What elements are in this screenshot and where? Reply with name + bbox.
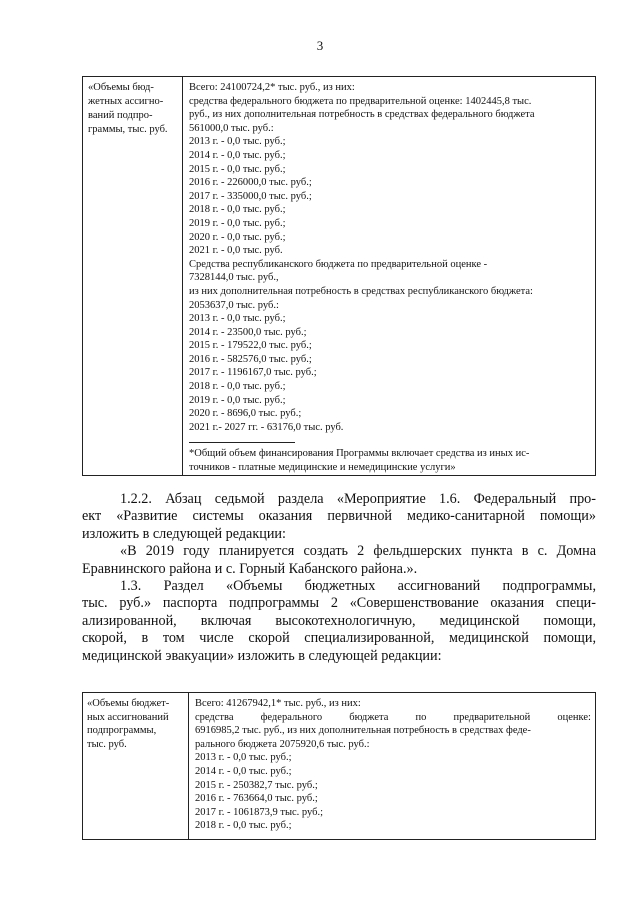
budget-line: 2016 г. - 582576,0 тыс. руб.; <box>189 353 312 365</box>
budget-line: 2015 г. - 0,0 тыс. руб.; <box>189 163 286 175</box>
text-line: 1.2.2. Абзац седьмой раздела «Мероприятие 1.6. Федеральный про- <box>120 491 596 507</box>
budget-line: 2021 г.- 2027 гг. - 63176,0 тыс. руб. <box>189 421 344 433</box>
paragraph-quote <box>82 543 596 578</box>
budget-table-subprogram-2 <box>82 692 596 840</box>
budget-line: 2013 г. - 0,0 тыс. руб.; <box>195 752 292 764</box>
budget-line: 2018 г. - 0,0 тыс. руб.; <box>195 820 292 832</box>
footnote-line: *Общий объем финансирования Программы включает средства из иных ис- <box>189 448 530 460</box>
budget-line: средства федерального бюджета по предварительной оценке: 1402445,8 тыс. <box>189 95 532 107</box>
budget-line: 2016 г. - 763664,0 тыс. руб.; <box>195 793 318 805</box>
budget-line: Всего: 41267942,1* тыс. руб., из них: <box>195 698 361 709</box>
budget-line: Всего: 24100724,2* тыс. руб., из них: <box>189 82 355 93</box>
word: предварительной <box>453 711 531 723</box>
budget-line: 2016 г. - 226000,0 тыс. руб.; <box>189 177 312 189</box>
budget-line: 2015 г. - 250382,7 тыс. руб.; <box>195 779 318 791</box>
budget-line: 2020 г. - 0,0 тыс. руб.; <box>189 231 286 243</box>
paragraph-1-3 <box>82 578 596 665</box>
table-label-line: ных ассигнований <box>87 711 169 723</box>
amendment-text <box>82 491 596 665</box>
text-line: «В 2019 году планируется создать 2 фельдшерских пункта в с. Домна <box>120 543 596 560</box>
text-line: 1.3. Раздел «Объемы бюджетных ассигнований подпрограммы, <box>120 578 596 595</box>
footnote-line: точников - платные медицинские и немедицинские услуги» <box>189 462 456 474</box>
budget-line: 2015 г. - 179522,0 тыс. руб.; <box>189 340 312 352</box>
table-label-line: граммы, тыс. руб. <box>88 124 168 135</box>
table-value-cell <box>183 77 595 475</box>
budget-line: из них дополнительная потребность в средствах республиканского бюджета: <box>189 285 533 297</box>
text-line: скорой, в том числе скорой специализированной, медицинской помощи, <box>82 630 596 647</box>
budget-table-program <box>82 76 596 476</box>
table-label-line: тыс. руб. <box>87 738 127 750</box>
text-line: ализированной, включая высокотехнологичную, медицинской помощи, <box>82 612 596 629</box>
budget-line: 2014 г. - 0,0 тыс. руб.; <box>195 765 292 777</box>
budget-line: 561000,0 тыс. руб.: <box>189 122 274 134</box>
text-line: медицинской эвакуации» изложить в следующей редакции: <box>82 647 442 664</box>
budget-line: 2013 г. - 0,0 тыс. руб.; <box>189 136 286 148</box>
word: оценке: <box>557 711 591 723</box>
budget-line: 2019 г. - 0,0 тыс. руб.; <box>189 217 286 229</box>
budget-line: 7328144,0 тыс. руб., <box>189 272 279 284</box>
budget-line: 2020 г. - 8696,0 тыс. руб.; <box>189 408 302 420</box>
text-line: тыс. руб.» паспорта подпрограммы 2 «Совершенствование оказания специ- <box>82 595 596 612</box>
word: бюджета <box>349 711 389 723</box>
word: по <box>415 711 427 723</box>
budget-line: 6916985,2 тыс. руб., из них дополнительная потребность в средствах феде- <box>195 725 531 737</box>
table-label-cell <box>83 77 183 475</box>
text-line: ект «Развитие системы оказания первичной медико-санитарной помощи» <box>82 508 596 525</box>
table-label-line: жетных ассигно- <box>88 96 164 107</box>
budget-line: 2014 г. - 0,0 тыс. руб.; <box>189 149 286 161</box>
budget-line: 2018 г. - 0,0 тыс. руб.; <box>189 204 286 216</box>
budget-line: 2017 г. - 1196167,0 тыс. руб.; <box>189 367 317 379</box>
word: средства <box>195 711 234 723</box>
budget-line: руб., из них дополнительная потребность в средствах федерального бюджета <box>189 109 535 121</box>
budget-line: 2021 г. - 0,0 тыс. руб. <box>189 245 283 257</box>
word: федерального <box>260 711 323 723</box>
budget-line: 2013 г. - 0,0 тыс. руб.; <box>189 313 286 325</box>
table-label-line <box>87 697 185 711</box>
text-line: изложить в следующей редакции: <box>82 525 286 542</box>
budget-line: 2053637,0 тыс. руб.: <box>189 299 279 311</box>
table-value-cell <box>189 693 595 839</box>
table-label-cell <box>83 693 189 839</box>
table-label-line: «Объемы бюд- <box>88 82 154 93</box>
footnote-divider <box>189 442 295 443</box>
page-number: 3 <box>316 38 324 53</box>
budget-line: 2019 г. - 0,0 тыс. руб.; <box>189 394 286 406</box>
table-label-line: ваний подпро- <box>88 110 153 121</box>
budget-line: 2014 г. - 23500,0 тыс. руб.; <box>189 326 307 338</box>
label-word: «Объемы бюджет- <box>87 698 170 709</box>
budget-line: 2017 г. - 335000,0 тыс. руб.; <box>189 190 312 202</box>
table-label-line: подпрограммы, <box>87 725 157 737</box>
budget-line: Средства республиканского бюджета по предварительной оценке - <box>189 258 488 270</box>
budget-line: 2017 г. - 1061873,9 тыс. руб.; <box>195 806 324 818</box>
paragraph-1-2-2 <box>82 491 596 543</box>
text-line: Еравнинского района и с. Горный Кабанского района.». <box>82 560 418 577</box>
budget-line-justified <box>195 711 591 725</box>
budget-line: 2018 г. - 0,0 тыс. руб.; <box>189 381 286 393</box>
budget-line: рального бюджета 2075920,6 тыс. руб.: <box>195 738 370 750</box>
